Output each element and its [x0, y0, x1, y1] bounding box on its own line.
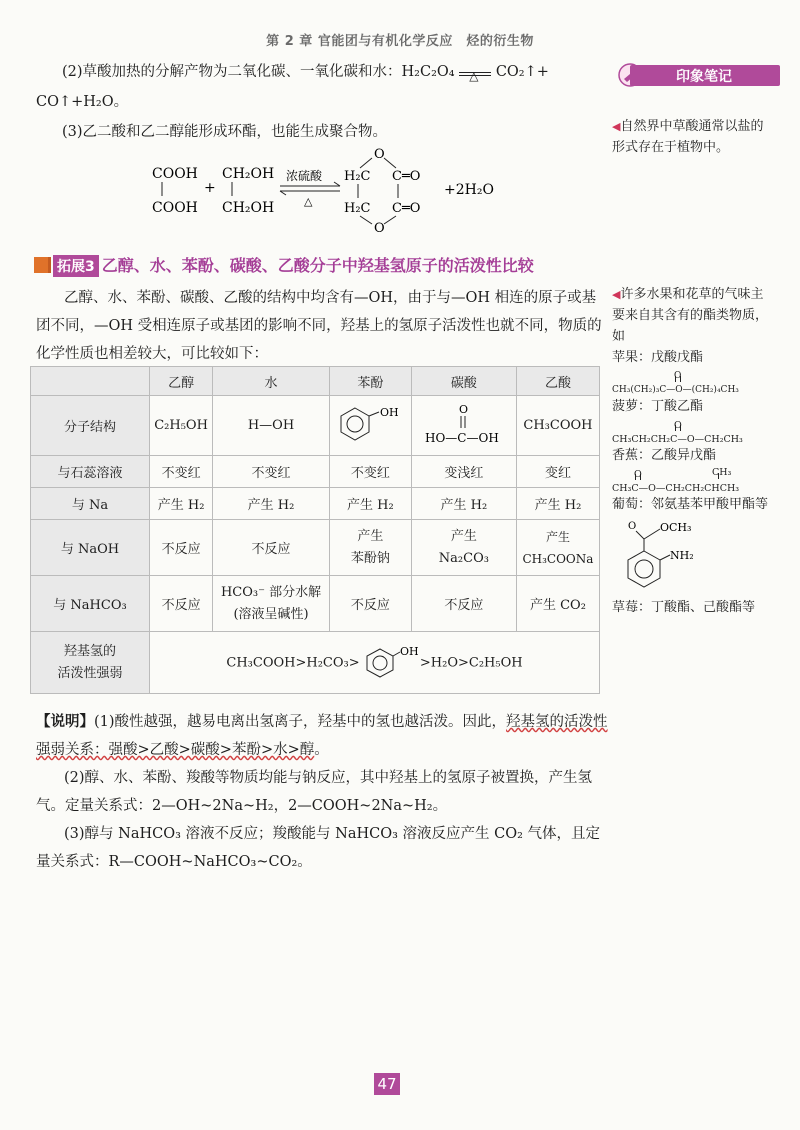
cell: 产生 H₂: [411, 488, 516, 520]
row-header: 分子结构: [31, 396, 150, 456]
grape-label: 葡萄：邻氨基苯甲酸甲酯等: [612, 497, 769, 512]
side-note-esters-text: 许多水果和花草的气味主要来自其含有的酯类物质，如: [612, 287, 769, 344]
col-header: 水: [213, 367, 330, 396]
note-tab-bar: [630, 65, 780, 86]
note-2: (2)醇、水、苯酚、羧酸等物质均能与钠反应，其中羟基上的氢原子被置换，产生氢气。定量关系式：2—OH~2Na~H₂，2—COOH~2Na~H₂。: [36, 770, 593, 814]
apple-formula-text: CH₃(CH₂)₃C—O—(CH₂)₄CH₃: [612, 385, 739, 395]
para-2-tail: CO₂↑+: [495, 64, 549, 80]
ring-h2c-bottom: H₂C: [344, 201, 371, 216]
carbonic-formula: HO—C—OH: [424, 430, 499, 445]
pineapple-formula: [612, 417, 772, 445]
table-row: [31, 520, 600, 576]
banana-formula-text: CH₃C—O—CH₂CH₂CHCH₃: [612, 483, 740, 494]
order-part-a: CH₃COOH>H₂CO₃>: [226, 655, 360, 670]
cell: 不变红: [150, 456, 213, 488]
oxalic-cooh-bottom: COOH: [152, 200, 198, 216]
ring-oxygen-top: O: [374, 147, 385, 162]
ring-h2c-top: H₂C: [344, 169, 371, 184]
cell: 不反应: [329, 576, 411, 632]
cell: 产生 H₂: [150, 488, 213, 520]
table-row: [31, 576, 600, 632]
strawberry-label: 草莓：丁酸酯、己酸酯等: [612, 600, 756, 615]
cell: 变浅红: [411, 456, 516, 488]
banana-formula: [612, 466, 772, 494]
ring-ceo-top: C═O: [392, 169, 421, 184]
grape-structure: [612, 515, 772, 597]
para-2-text: (2)草酸加热的分解产物为二氧化碳、一氧化碳和水：H₂C₂O₄: [62, 64, 455, 80]
col-header: 苯酚: [329, 367, 411, 396]
cell: 产生 H₂: [329, 488, 411, 520]
plus-sign: +: [204, 180, 216, 196]
activity-order-cell: [150, 632, 600, 694]
side-note-oxalic: ◀自然界中草酸通常以盐的形式存在于植物中。: [612, 119, 764, 155]
order-part-b: >H₂O>C₂H₅OH: [419, 655, 523, 670]
ring-ceo-bottom: C═O: [392, 201, 421, 216]
condition-acid: 浓硫酸: [286, 169, 323, 183]
cell: 不变红: [213, 456, 330, 488]
condition-heat: △: [304, 195, 313, 208]
cell: 产生 H₂: [516, 488, 599, 520]
pineapple-formula-text: CH₃CH₂CH₂C—O—CH₂CH₃: [612, 434, 743, 445]
note-1: [36, 708, 610, 764]
grape-carbonyl-o: O: [628, 521, 637, 532]
phenol-structure-icon: [335, 404, 405, 444]
note-3: (3)醇与 NaHCO₃ 溶液不反应；羧酸能与 NaHCO₃ 溶液反应产生 CO₂ 气体，且定量关系式：R—COOH~NaHCO₃~CO₂。: [36, 826, 601, 870]
row-header: 与石蕊溶液: [31, 456, 150, 488]
extension-title-text: 乙醇、水、苯酚、碳酸、乙酸分子中羟基氢原子的活泼性比较: [101, 256, 534, 275]
chapter-title: 官能团与有机化学反应 烃的衍生物: [317, 34, 534, 49]
cell: 不反应: [150, 576, 213, 632]
para-2-cont: CO↑+H₂O。: [36, 94, 129, 110]
glycol-ch2oh-top: CH₂OH: [222, 166, 275, 182]
banana-label: 香蕉：乙酸异戊酯: [612, 448, 717, 463]
table-corner: [31, 367, 150, 396]
note-label: 【说明】: [36, 713, 94, 730]
row-header: 与 Na: [31, 488, 150, 520]
para-3: (3)乙二酸和乙二醇能形成环酯，也能生成聚合物。: [62, 124, 388, 140]
methyl-anthranilate-structure: [612, 515, 752, 597]
heat-symbol: △: [469, 69, 479, 83]
cell: H—OH: [213, 396, 330, 456]
apple-label: 苹果：戊酸戊酯: [612, 350, 704, 365]
cell: 不变红: [329, 456, 411, 488]
row-header: 与 NaOH: [31, 520, 150, 576]
cell: 产生 H₂: [213, 488, 330, 520]
table-row: [31, 396, 600, 456]
note-1-text: (1)酸性越强，越易电离出氢离子，羟基中的氢也越活泼。因此，: [94, 714, 507, 730]
pineapple-carbonyl-o: O: [674, 420, 682, 431]
para-2: [62, 58, 602, 86]
apple-formula: [612, 368, 772, 396]
chapter-label: 第 2 章: [266, 34, 313, 49]
cell: HCO₃⁻ 部分水解 (溶液呈碱性): [213, 576, 330, 632]
grape-nh2: NH₂: [670, 549, 694, 562]
banana-methyl: CH₃: [712, 467, 732, 478]
cell: 不反应: [213, 520, 330, 576]
extension-title: [34, 253, 534, 277]
running-header: [0, 30, 800, 49]
cell-phenol-structure: [329, 396, 411, 456]
row-header: 与 NaHCO₃: [31, 576, 150, 632]
cell: C₂H₅OH: [150, 396, 213, 456]
intro-paragraph: 乙醇、水、苯酚、碳酸、乙酸的结构中均含有—OH，由于与—OH 相连的原子或基团不同，—OH 受相连原子或基团的影响不同，羟基上的氢原子活泼性也就不同，物质的化学性质也相差较大，可比较如下：: [36, 290, 602, 362]
pineapple-label: 菠萝：丁酸乙酯: [612, 399, 704, 414]
cell: 变红: [516, 456, 599, 488]
side-note-esters: ◀许多水果和花草的气味主要来自其含有的酯类物质，如 苹果：戊酸戊酯 O CH₃(CH₂)₃C—O—(CH₂)₄CH₃ 菠萝：丁酸乙酯 O CH₃CH₂CH₂C—O—CH₂CH₃ 香蕉：乙酸异戊酯 O CH₃ CH₃C—O—CH₂CH₂CHCH₃ 葡萄：邻氨基苯甲酸甲酯等 O OCH₃ NH₂ 草莓：丁酸酯、己酸酯等: [612, 284, 772, 618]
apple-carbonyl-o: O: [674, 371, 682, 381]
row-header: 羟基氢的 活泼性强弱: [31, 632, 150, 694]
comparison-table: [30, 366, 600, 694]
book-icon: [34, 257, 51, 273]
cell: 产生 CO₂: [516, 576, 599, 632]
banana-carbonyl-o: O: [634, 469, 642, 480]
col-header: 乙酸: [516, 367, 599, 396]
cell: 不反应: [150, 520, 213, 576]
note-1-end: 。: [314, 742, 329, 758]
order-phenol-oh: OH: [399, 644, 419, 658]
table-row: [31, 456, 600, 488]
ring-oxygen-bottom: O: [374, 221, 385, 236]
note-tab-label: 印象笔记: [676, 69, 732, 85]
phenol-icon: [364, 644, 419, 680]
col-header: 碳酸: [411, 367, 516, 396]
note-tab: [612, 62, 780, 86]
oxalic-cooh-top: COOH: [152, 166, 198, 182]
cell: 产生 Na₂CO₃: [411, 520, 516, 576]
cyclic-ester-equation: [140, 142, 520, 236]
phenol-oh: OH: [380, 405, 399, 419]
note-1-underlined: 羟基氢的活泼性强弱关系：强酸>乙酸>碳酸>苯酚>水>醇: [36, 714, 608, 758]
carbonic-acid-structure: [419, 401, 509, 447]
col-header: 乙醇: [150, 367, 213, 396]
water-product: +2H₂O: [444, 182, 494, 198]
cell: 不反应: [411, 576, 516, 632]
page-number: 47: [374, 1073, 400, 1095]
side-note-oxalic-text: 自然界中草酸通常以盐的形式存在于植物中。: [612, 119, 764, 155]
table-row: [31, 488, 600, 520]
table-row-activity-order: [31, 632, 600, 694]
cell-carbonic-structure: [411, 396, 516, 456]
carbonic-o: O: [458, 402, 468, 416]
glycol-ch2oh-bottom: CH₂OH: [222, 200, 275, 216]
cell: 产生 苯酚钠: [329, 520, 411, 576]
cell: CH₃COOH: [516, 396, 599, 456]
cell: 产生 CH₃COONa: [516, 520, 599, 576]
grape-och3: OCH₃: [660, 521, 692, 534]
extension-badge: 拓展3: [53, 255, 99, 277]
